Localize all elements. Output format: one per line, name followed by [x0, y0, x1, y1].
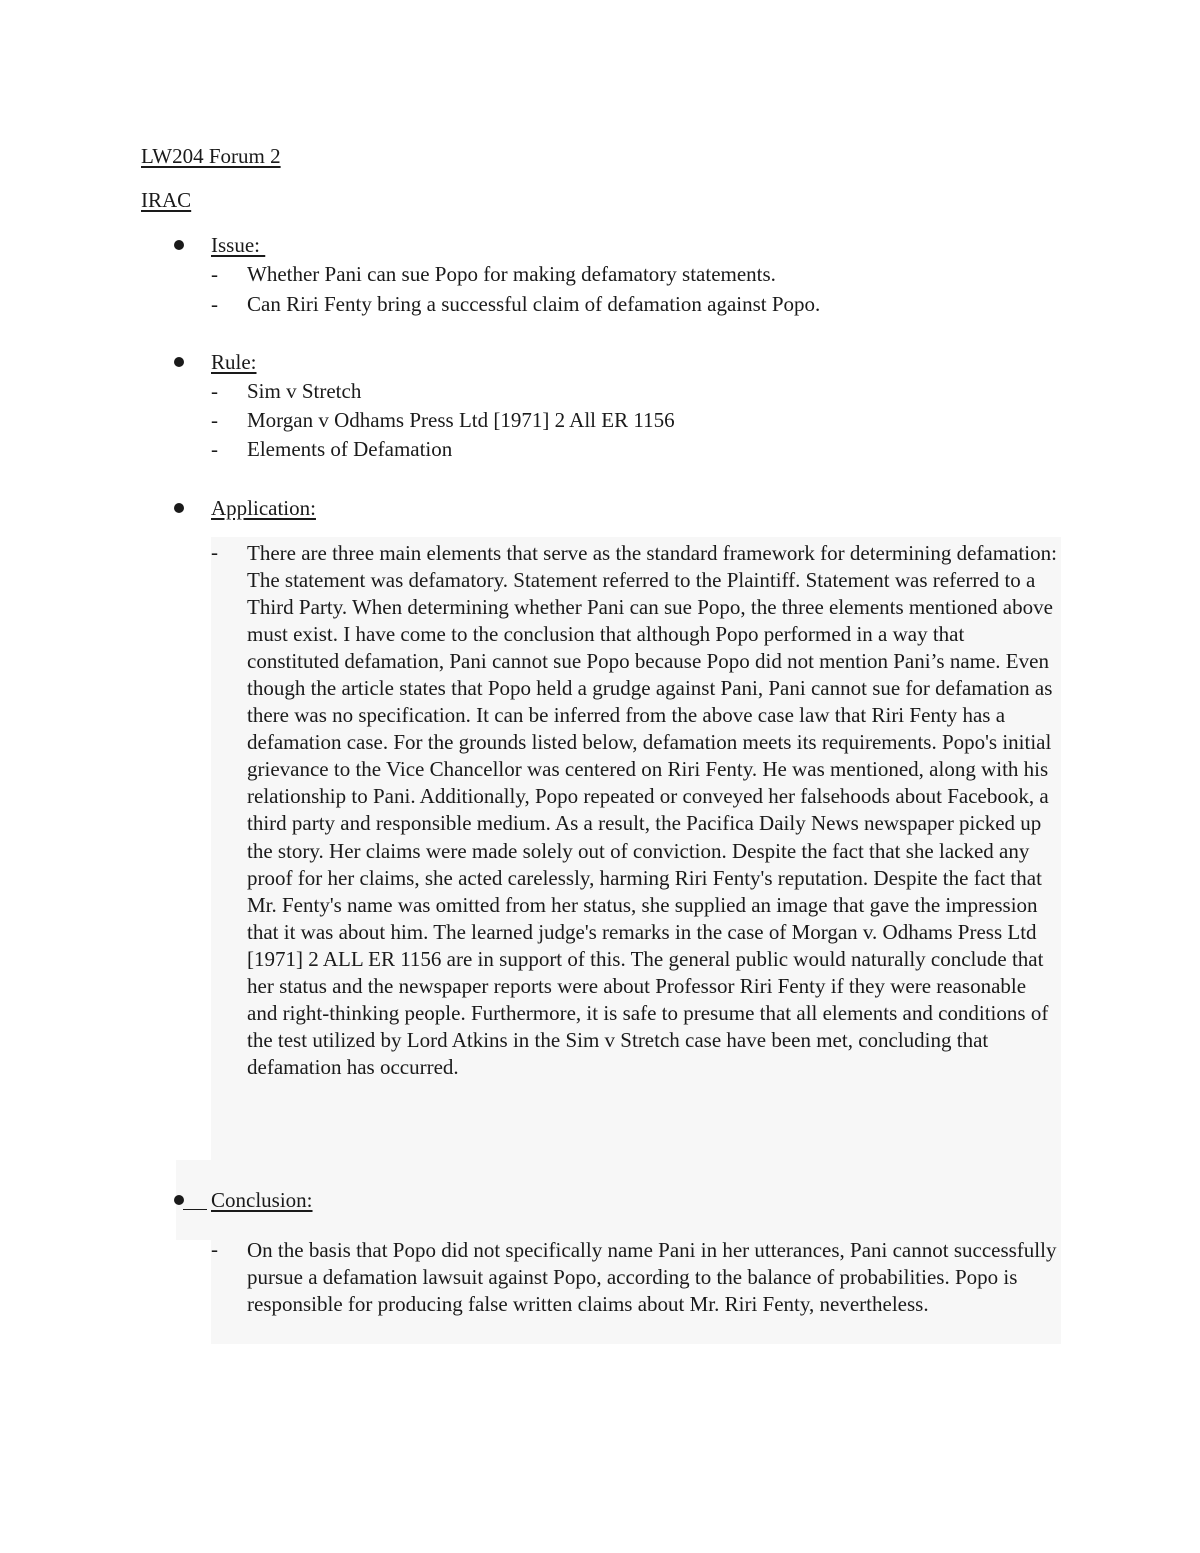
application-text: There are three main elements that serve as the standard framework for determining defamation: The statement was defamatory. Statement referred to the Plaintiff. Statement was referred to a Third Party. When determining whether Pani can sue Popo, the three elements mentioned above must exist. I have come to the conclusion that although Popo performed in a way that constituted defamation, Pani cannot sue Popo because Popo did not mention Pani’s name. Even though the article states that Popo held a grudge against Pani, Pani cannot sue for defamation as there was no specification. It can be inferred from the above case law that Riri Fenty has a defamation case. For the grounds listed below, defamation meets its requirements. Popo's initial grievance to the Vice Chancellor was centered on Riri Fenty. He was mentioned, along with his relationship to Pani. Additionally, Popo repeated or conveyed her falsehoods about Facebook, a third party and responsible medium. As a result, the Pacifica Daily News newspaper picked up the story. Her claims were made solely out of conviction. Despite the fact that she lacked any proof for her claims, she acted carelessly, harming Riri Fenty's reputation. Despite the fact that Mr. Fenty's name was omitted from her status, she supplied an image that gave the impression that it was about him. The learned judge's remarks in the case of Morgan v. Odhams Press Ltd [1971] 2 ALL ER 1156 are in support of this. The general public would naturally conclude that her status and the newspaper reports were about Professor Riri Fenty if they were reasonable and right-thinking people. Furthermore, it is safe to presume that all elements and conditions of the test utilized by Lord Atkins in the Sim v Stretch case have been met, concluding that defamation has occurred. — [247, 541, 1057, 1079]
conclusion-text: On the basis that Popo did not specifically name Pani in her utterances, Pani cannot successfully pursue a defamation lawsuit against Popo, according to the balance of probabilities. Popo is responsible for producing false written claims about Mr. Riri Fenty, nevertheless. — [247, 1238, 1057, 1317]
rule-bullet — [174, 357, 184, 367]
rule-item — [211, 406, 675, 435]
dash-marker: - — [211, 379, 218, 403]
issue-item — [211, 290, 820, 319]
document-title: LW204 Forum 2 — [141, 144, 281, 168]
dash-marker: - — [211, 540, 218, 564]
issue-item — [211, 260, 776, 289]
rule-item-text: Sim v Stretch — [247, 379, 362, 403]
issue-item-text: Whether Pani can sue Popo for making defamatory statements. — [247, 262, 776, 286]
document-subtitle: IRAC — [141, 188, 192, 212]
issue-bullet — [174, 240, 184, 250]
dash-marker: - — [211, 262, 218, 286]
issue-item-text: Can Riri Fenty bring a successful claim of defamation against Popo. — [247, 292, 821, 316]
dash-marker: - — [211, 437, 218, 461]
application-paragraph — [211, 540, 1061, 1081]
application-bullet — [174, 503, 184, 513]
conclusion-heading: Conclusion: — [211, 1188, 313, 1212]
rule-item — [211, 435, 452, 464]
application-heading: Application: — [211, 496, 316, 520]
conclusion-paragraph — [211, 1237, 1061, 1318]
rule-item — [211, 377, 361, 406]
conclusion-underline — [183, 1209, 207, 1210]
dash-marker: - — [211, 1237, 218, 1261]
dash-marker: - — [211, 408, 218, 432]
conclusion-bullet — [174, 1195, 184, 1205]
rule-item-text: Morgan v Odhams Press Ltd [1971] 2 All ER 1156 — [247, 408, 675, 432]
dash-marker: - — [211, 292, 218, 316]
rule-heading: Rule: — [211, 350, 257, 374]
issue-heading: Issue: — [211, 233, 266, 257]
rule-item-text: Elements of Defamation — [247, 437, 453, 461]
